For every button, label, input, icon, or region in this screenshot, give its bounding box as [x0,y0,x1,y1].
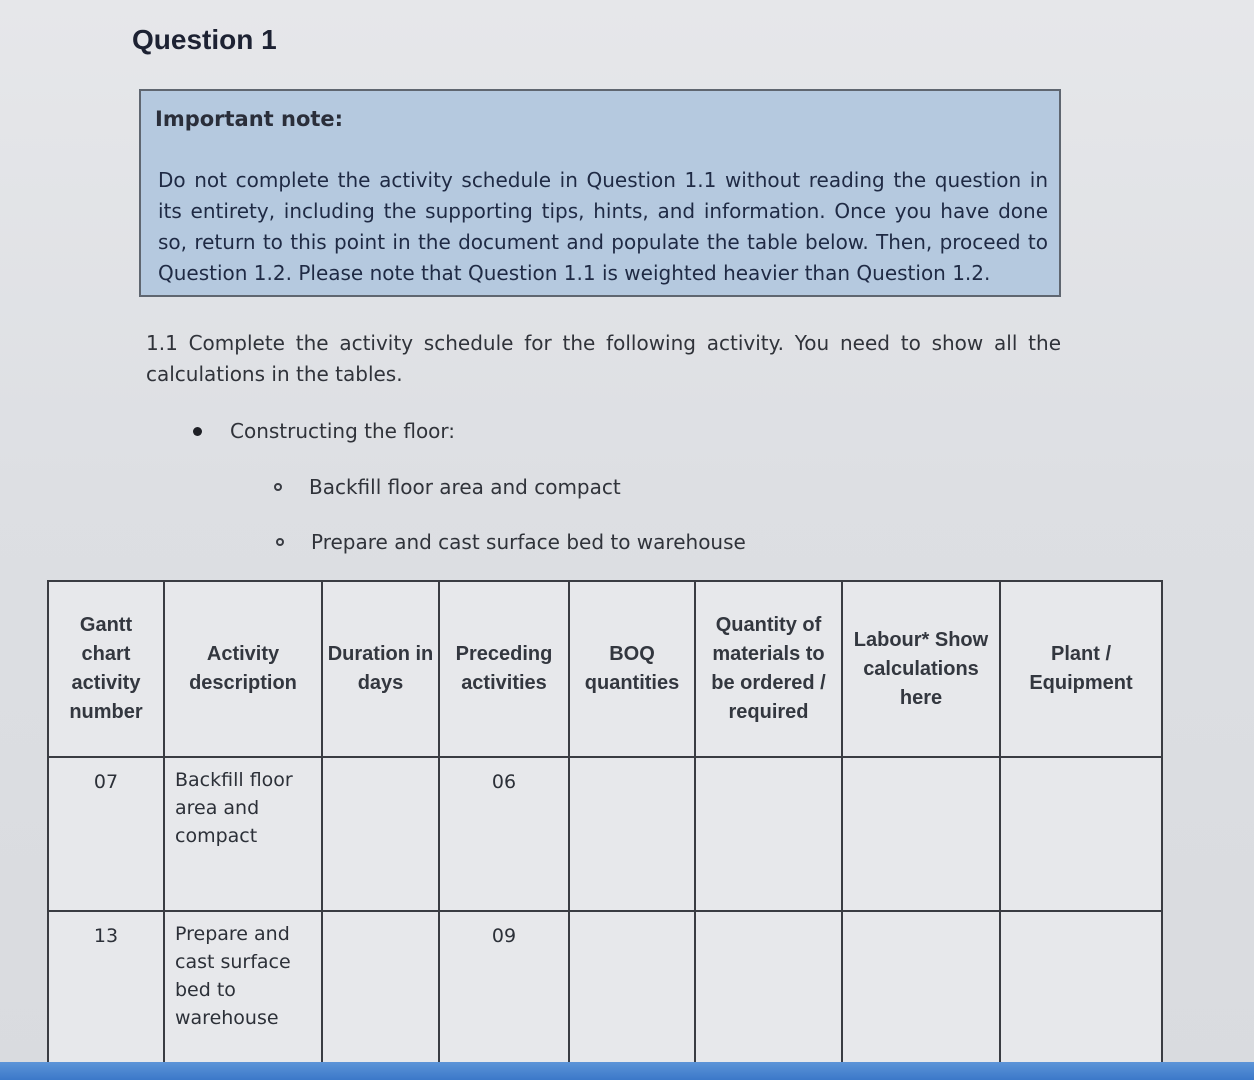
header-preceding-activities: Preceding activities [439,581,569,757]
header-quantity-of-materials: Quantity of materials to be ordered / required [695,581,842,757]
cell-boq[interactable] [569,757,695,911]
cell-quantity[interactable] [695,757,842,911]
question-title: Question 1 [132,24,277,55]
cell-activity-description: Backfill floor area and compact [164,757,322,911]
circle-bullet-icon [274,483,282,491]
cell-labour[interactable] [842,911,1000,1065]
cell-duration[interactable] [322,757,439,911]
header-labour: Labour* Show calculations here [842,581,1000,757]
bullet-dot-icon [193,427,202,436]
sub-bullet-item [274,475,621,499]
header-duration: Duration in days [322,581,439,757]
cell-preceding: 06 [439,757,569,911]
cell-activity-number: 13 [48,911,164,1065]
cell-preceding: 09 [439,911,569,1065]
table-row [48,757,1162,911]
header-plant-equipment: Plant / Equipment [1000,581,1162,757]
bullet-item [193,419,455,443]
note-heading: Important note: [155,107,344,131]
circle-bullet-icon [276,538,284,546]
sub-bullet-text: Backfill floor area and compact [309,475,621,499]
cell-labour[interactable] [842,757,1000,911]
cell-duration[interactable] [322,911,439,1065]
important-note-box [139,89,1061,297]
question-1-1-instructions: 1.1 Complete the activity schedule for the following activity. You need to show all the calculations in the tables. [146,331,1061,386]
cell-plant[interactable] [1000,911,1162,1065]
cell-activity-number: 07 [48,757,164,911]
note-text: Do not complete the activity schedule in Question 1.1 without reading the question in its entirety, including the supporting tips, hints, and information. Once you have done so, return to this point in the document and populate the table below. Then, proceed to Question 1.2. Please note that Question 1.1 is weighted heavier than Question 1.2. [158,168,1048,285]
cell-activity-description: Prepare and cast surface bed to warehouse [164,911,322,1065]
activity-schedule-table [47,580,1163,1066]
cell-quantity[interactable] [695,911,842,1065]
bullet-text: Constructing the floor: [230,419,456,443]
header-gantt-number: Gantt chart activity number [48,581,164,757]
taskbar-strip [0,1062,1254,1080]
table-row [48,911,1162,1065]
sub-bullet-text: Prepare and cast surface bed to warehouse [311,530,746,554]
cell-boq[interactable] [569,911,695,1065]
table-header-row [48,581,1162,757]
sub-bullet-item [276,530,746,554]
header-activity-description: Activity description [164,581,322,757]
cell-plant[interactable] [1000,757,1162,911]
header-boq-quantities: BOQ quantities [569,581,695,757]
